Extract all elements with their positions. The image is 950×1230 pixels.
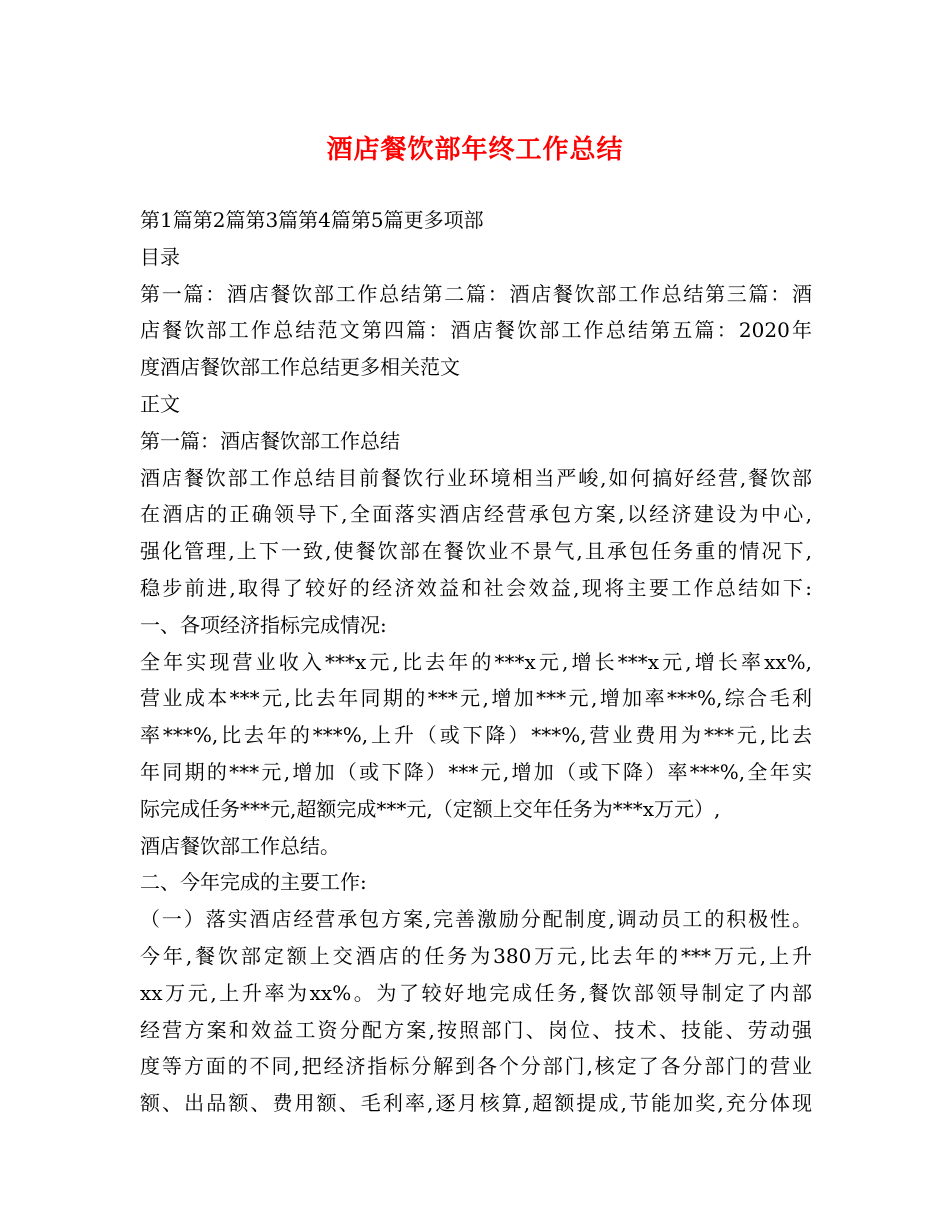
paragraph-line: 酒店餐饮部工作总结。 — [140, 833, 340, 858]
paragraph-line: 今年,餐饮部定额上交酒店的任务为380万元,比去年的***万元,上升 — [140, 943, 812, 968]
paragraph-line: 全年实现营业收入***x元,比去年的***x元,增长***x元,增长率xx%, — [140, 649, 812, 674]
toc-nav-line: 第1篇第2篇第3篇第4篇第5篇更多项部 — [140, 208, 484, 232]
toc-entries-line: 第一篇：酒店餐饮部工作总结第二篇：酒店餐饮部工作总结第三篇：酒 — [140, 281, 812, 306]
paragraph-line: 在酒店的正确领导下,全面落实酒店经营承包方案,以经济建设为中心, — [140, 502, 812, 527]
paragraph-line: 际完成任务***元,超额完成***元,（定额上交年任务为***x万元）, — [140, 796, 721, 821]
section-heading: 一、各项经济指标完成情况: — [140, 612, 387, 637]
toc-entries-line: 度酒店餐饮部工作总结更多相关范文 — [140, 355, 460, 380]
section-heading: 二、今年完成的主要工作: — [140, 870, 367, 895]
document-body — [140, 202, 812, 1122]
document-title: 酒店餐饮部年终工作总结 — [326, 135, 624, 165]
paragraph-line: 经营方案和效益工资分配方案,按照部门、岗位、技术、技能、劳动强 — [140, 1017, 812, 1042]
subsection-heading: （一）落实酒店经营承包方案,完善激励分配制度,调动员工的积极性。 — [140, 907, 812, 932]
body-heading: 正文 — [140, 391, 180, 416]
paragraph-line: 度等方面的不同,把经济指标分解到各个分部门,核定了各分部门的营业 — [140, 1054, 812, 1079]
paragraph-line: xx万元,上升率为xx%。为了较好地完成任务,餐饮部领导制定了内部 — [140, 980, 812, 1005]
paragraph-line: 酒店餐饮部工作总结目前餐饮行业环境相当严峻,如何搞好经营,餐饮部 — [140, 465, 812, 490]
toc-entries-line: 店餐饮部工作总结范文第四篇：酒店餐饮部工作总结第五篇：2020年 — [140, 318, 812, 343]
paragraph-line: 率***%,比去年的***%,上升（或下降）***%,营业费用为***元,比去 — [140, 723, 812, 748]
paragraph-line: 年同期的***元,增加（或下降）***元,增加（或下降）率***%,全年实 — [140, 759, 812, 784]
paragraph-line: 营业成本***元,比去年同期的***元,增加***元,增加率***%,综合毛利 — [140, 686, 812, 711]
chapter-heading: 第一篇：酒店餐饮部工作总结 — [140, 428, 400, 453]
paragraph-line: 稳步前进,取得了较好的经济效益和社会效益,现将主要工作总结如下: — [140, 575, 812, 600]
paragraph-line: 额、出品额、费用额、毛利率,逐月核算,超额提成,节能加奖,充分体现 — [140, 1091, 812, 1116]
paragraph-line: 强化管理,上下一致,使餐饮部在餐饮业不景气,且承包任务重的情况下, — [140, 539, 812, 564]
toc-heading: 目录 — [140, 244, 180, 269]
